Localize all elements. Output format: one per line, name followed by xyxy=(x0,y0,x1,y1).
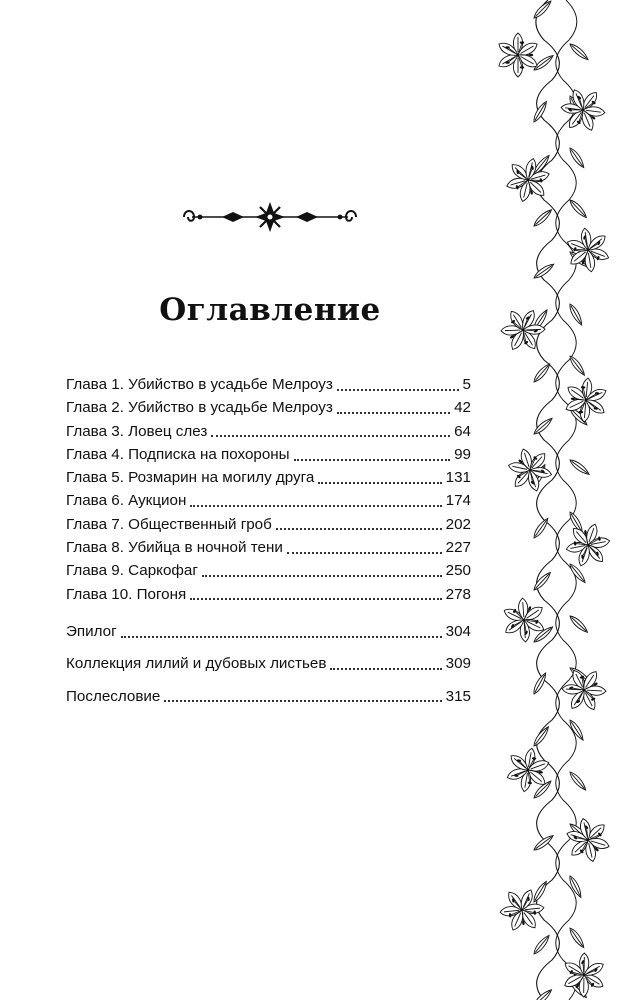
toc-entry-page: 174 xyxy=(445,492,471,510)
toc-entry-title: Глава 4. Подписка на похороны xyxy=(66,445,290,463)
toc-entry-title: Глава 2. Убийство в усадьбе Мелроуз xyxy=(66,399,333,417)
toc-entry-page: 131 xyxy=(445,469,471,487)
dot-leader xyxy=(294,459,451,461)
toc-entry-chapter[interactable] xyxy=(66,466,471,489)
toc-entry-chapter[interactable] xyxy=(66,536,471,559)
toc-entry-page: 64 xyxy=(454,422,471,440)
toc-entry-chapter[interactable] xyxy=(66,373,471,396)
dot-leader xyxy=(337,412,450,414)
toc-entry-title: Глава 10. Погоня xyxy=(66,585,187,603)
toc-entry-page: 227 xyxy=(445,539,471,557)
dot-leader xyxy=(276,528,442,530)
toc-entry-epilogue[interactable] xyxy=(66,620,471,643)
toc-entry-title: Глава 1. Убийство в усадьбе Мелроуз xyxy=(66,376,333,393)
toc-entry-title: Глава 6. Аукцион xyxy=(66,492,187,510)
dot-leader xyxy=(211,435,450,437)
toc-entry-title: Глава 3. Ловец слез xyxy=(66,422,208,440)
toc-entry-page: 309 xyxy=(445,655,471,673)
lily-vine-border-icon xyxy=(488,0,619,1000)
toc-entry-chapter[interactable] xyxy=(66,559,471,582)
toc-entry-page: 315 xyxy=(445,687,471,705)
toc-entry-page: 42 xyxy=(454,399,471,417)
toc-entry-page: 250 xyxy=(445,562,471,580)
dot-leader xyxy=(202,575,442,577)
toc-entry-chapter[interactable] xyxy=(66,583,471,606)
toc-entry-page: 304 xyxy=(445,622,471,640)
toc-entry-title: Эпилог xyxy=(66,622,117,640)
dot-leader xyxy=(190,598,441,600)
toc-entry-title: Послесловие xyxy=(66,687,161,705)
chapter-list xyxy=(66,373,471,606)
toc-entry-collection[interactable] xyxy=(66,652,471,675)
dot-leader xyxy=(330,668,441,670)
dot-leader xyxy=(164,700,441,702)
toc-entry-title: Глава 7. Общественный гроб xyxy=(66,515,272,533)
toc-entry-page: 202 xyxy=(445,515,471,533)
flourish-divider-icon xyxy=(178,200,362,234)
table-of-contents xyxy=(66,373,471,708)
toc-entry-chapter[interactable] xyxy=(66,396,471,419)
toc-entry-title: Глава 9. Саркофаг xyxy=(66,562,198,580)
toc-entry-chapter[interactable] xyxy=(66,513,471,536)
toc-entry-afterword[interactable] xyxy=(66,685,471,708)
dot-leader xyxy=(121,636,442,638)
toc-title: Оглавление xyxy=(159,292,381,328)
toc-entry-page: 99 xyxy=(454,445,471,463)
toc-entry-title: Глава 5. Розмарин на могилу друга xyxy=(66,469,315,487)
toc-entry-title: Глава 8. Убийца в ночной тени xyxy=(66,539,283,557)
dot-leader xyxy=(287,552,442,554)
toc-entry-chapter[interactable] xyxy=(66,489,471,512)
toc-entry-title: Коллекция лилий и дубовых листьев xyxy=(66,655,327,673)
toc-entry-page: 5 xyxy=(462,376,471,393)
dot-leader xyxy=(318,482,441,484)
toc-entry-chapter[interactable] xyxy=(66,443,471,466)
toc-entry-chapter[interactable] xyxy=(66,420,471,443)
dot-leader xyxy=(337,389,459,391)
toc-entry-page: 278 xyxy=(445,585,471,603)
dot-leader xyxy=(190,505,441,507)
